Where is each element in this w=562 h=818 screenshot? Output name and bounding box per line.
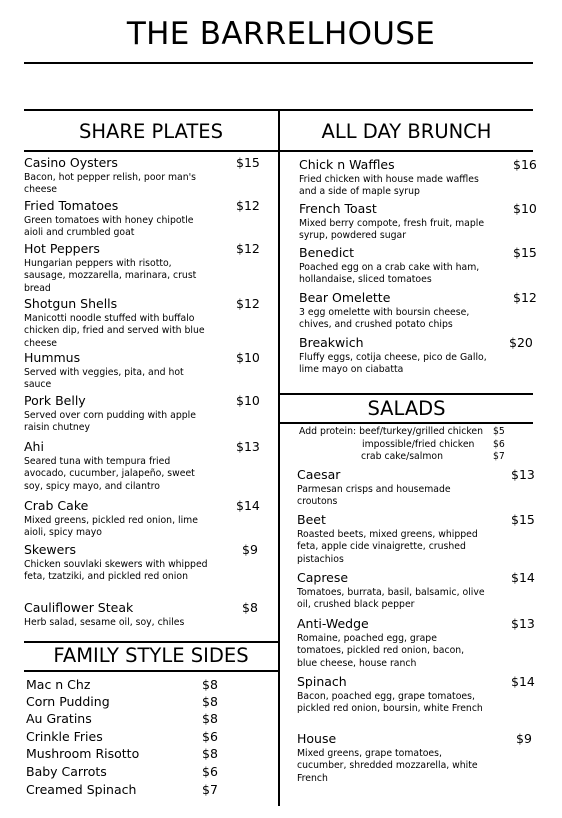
column-divider [278, 111, 280, 806]
side-item [26, 764, 218, 782]
menu-item-bear-omelette [299, 290, 537, 332]
menu-item-pork-belly [24, 393, 260, 435]
menu-item-hot-peppers [24, 241, 260, 295]
sides-underline [24, 670, 278, 672]
item-name: Caesar [297, 467, 341, 482]
item-name: Crab Cake [24, 498, 89, 513]
salads-heading: SALADS [367, 397, 446, 420]
side-price: $7 [202, 782, 218, 797]
add-protein-label: impossible/fried chicken [362, 439, 475, 450]
item-price: $10 [236, 393, 260, 408]
item-description: Green tomatoes with honey chipotle aioli and crumbled goat [24, 215, 194, 239]
item-name: Spinach [297, 674, 347, 689]
add-protein-label: crab cake/salmon [361, 451, 443, 462]
item-price: $9 [242, 542, 258, 557]
salads-top-divider [280, 393, 533, 395]
item-name: Benedict [299, 245, 355, 260]
item-price: $15 [513, 245, 537, 260]
item-name: House [297, 731, 337, 746]
side-name: Au Gratins [26, 711, 92, 726]
menu-item-benedict [299, 245, 537, 287]
item-name: Hot Peppers [24, 241, 100, 256]
side-name: Mushroom Risotto [26, 746, 140, 761]
item-price: $12 [236, 198, 260, 213]
item-name: Fried Tomatoes [24, 198, 119, 213]
menu-item-casino-oysters [24, 155, 260, 197]
item-name: Shotgun Shells [24, 296, 118, 311]
add-protein-label: Add protein: beef/turkey/grilled chicken [299, 426, 484, 437]
sides-heading: FAMILY STYLE SIDES [53, 644, 249, 667]
item-description: Fried chicken with house made waffles and a side of maple syrup [299, 174, 479, 198]
side-name: Corn Pudding [26, 694, 110, 709]
item-price: $13 [511, 467, 535, 482]
share-plates-underline [24, 150, 278, 152]
side-item [26, 694, 218, 712]
item-description: Bacon, poached egg, grape tomatoes, pickled red onion, boursin, white French [297, 691, 483, 715]
menu-item-spinach [297, 674, 535, 716]
side-name: Crinkle Fries [26, 729, 103, 744]
item-description: Hungarian peppers with risotto, sausage, mozzarella, marinara, crust bread [24, 258, 197, 294]
add-protein-price: $7 [493, 451, 505, 462]
add-protein-price: $6 [493, 439, 505, 450]
item-name: Skewers [24, 542, 76, 557]
side-price: $8 [202, 694, 218, 709]
menu-item-caprese [297, 570, 535, 612]
item-price: $13 [511, 616, 535, 631]
item-price: $15 [511, 512, 535, 527]
item-price: $10 [513, 201, 537, 216]
menu-item-chick-n-waffles [299, 157, 537, 199]
item-price: $9 [516, 731, 532, 746]
item-description: Chicken souvlaki skewers with whipped feta, tzatziki, and pickled red onion [24, 559, 208, 583]
item-price: $12 [236, 296, 260, 311]
item-name: Cauliflower Steak [24, 600, 134, 615]
item-description: 3 egg omelette with boursin cheese, chives, and crushed potato chips [299, 307, 470, 331]
item-description: Romaine, poached egg, grape tomatoes, pickled red onion, bacon, blue cheese, house ranch [297, 633, 465, 669]
menu-item-hummus [24, 350, 260, 392]
menu-item-cauliflower-steak [24, 600, 258, 629]
item-price: $16 [513, 157, 537, 172]
item-price: $10 [236, 350, 260, 365]
item-description: Roasted beets, mixed greens, whipped feta, apple cide vinaigrette, crushed pistachios [297, 529, 478, 565]
menu-item-crab-cake [24, 498, 260, 540]
menu-item-shotgun-shells [24, 296, 260, 350]
side-name: Mac n Chz [26, 677, 91, 692]
side-name: Creamed Spinach [26, 782, 137, 797]
side-item [26, 711, 218, 729]
add-protein-price: $5 [493, 426, 505, 437]
item-name: Breakwich [299, 335, 364, 350]
item-name: Caprese [297, 570, 349, 585]
side-item [26, 677, 218, 695]
item-description: Tomatoes, burrata, basil, balsamic, olive oil, crushed black pepper [297, 587, 485, 611]
share-plates-heading: SHARE PLATES [79, 120, 223, 143]
item-price: $20 [509, 335, 533, 350]
side-price: $6 [202, 764, 218, 779]
item-description: Mixed greens, pickled red onion, lime aioli, spicy mayo [24, 515, 198, 539]
item-name: Chick n Waffles [299, 157, 395, 172]
item-description: Fluffy eggs, cotija cheese, pico de Gallo, lime mayo on ciabatta [299, 352, 487, 376]
menu-title: THE BARRELHOUSE [126, 16, 436, 52]
sides-top-divider [24, 641, 278, 643]
side-price: $6 [202, 729, 218, 744]
item-description: Manicotti noodle stuffed with buffalo chicken dip, fried and served with blue cheese [24, 313, 205, 349]
add-protein-line [299, 426, 483, 438]
item-name: Ahi [24, 439, 44, 454]
item-description: Mixed greens, grape tomatoes, cucumber, shredded mozzarella, white French [297, 748, 478, 784]
brunch-heading: ALL DAY BRUNCH [321, 120, 492, 143]
item-price: $14 [511, 570, 535, 585]
item-price: $8 [242, 600, 258, 615]
item-name: Casino Oysters [24, 155, 118, 170]
item-name: Beet [297, 512, 326, 527]
side-name: Baby Carrots [26, 764, 107, 779]
menu-item-breakwich [299, 335, 533, 377]
menu-item-beet [297, 512, 535, 566]
item-name: Anti-Wedge [297, 616, 369, 631]
item-description: Herb salad, sesame oil, soy, chiles [24, 617, 185, 628]
menu-item-ahi [24, 439, 260, 493]
salads-underline [280, 422, 533, 424]
item-price: $12 [513, 290, 537, 305]
side-price: $8 [202, 746, 218, 761]
item-description: Parmesan crisps and housemade croutons [297, 484, 451, 508]
item-description: Seared tuna with tempura fried avocado, cucumber, jalapeño, sweet soy, spicy mayo, and cilantro [24, 456, 195, 492]
side-item [26, 746, 218, 764]
menu-item-skewers [24, 542, 258, 584]
item-description: Served over corn pudding with apple raisin chutney [24, 410, 196, 434]
item-price: $13 [236, 439, 260, 454]
item-description: Poached egg on a crab cake with ham, hollandaise, sliced tomatoes [299, 262, 480, 286]
menu-item-house [297, 731, 532, 785]
brunch-underline [280, 150, 533, 152]
item-name: Hummus [24, 350, 81, 365]
item-name: Pork Belly [24, 393, 86, 408]
item-description: Mixed berry compote, fresh fruit, maple syrup, powdered sugar [299, 218, 485, 242]
item-price: $15 [236, 155, 260, 170]
item-name: Bear Omelette [299, 290, 391, 305]
menu-item-french-toast [299, 201, 537, 243]
title-divider [24, 62, 533, 64]
side-price: $8 [202, 711, 218, 726]
menu-item-anti-wedge [297, 616, 535, 670]
item-name: French Toast [299, 201, 377, 216]
side-price: $8 [202, 677, 218, 692]
item-price: $12 [236, 241, 260, 256]
item-price: $14 [511, 674, 535, 689]
side-item [26, 782, 218, 800]
menu-item-fried-tomatoes [24, 198, 260, 240]
menu-item-caesar [297, 467, 535, 509]
side-item [26, 729, 218, 747]
item-description: Bacon, hot pepper relish, poor man's cheese [24, 172, 197, 196]
item-description: Served with veggies, pita, and hot sauce [24, 367, 184, 391]
item-price: $14 [236, 498, 260, 513]
